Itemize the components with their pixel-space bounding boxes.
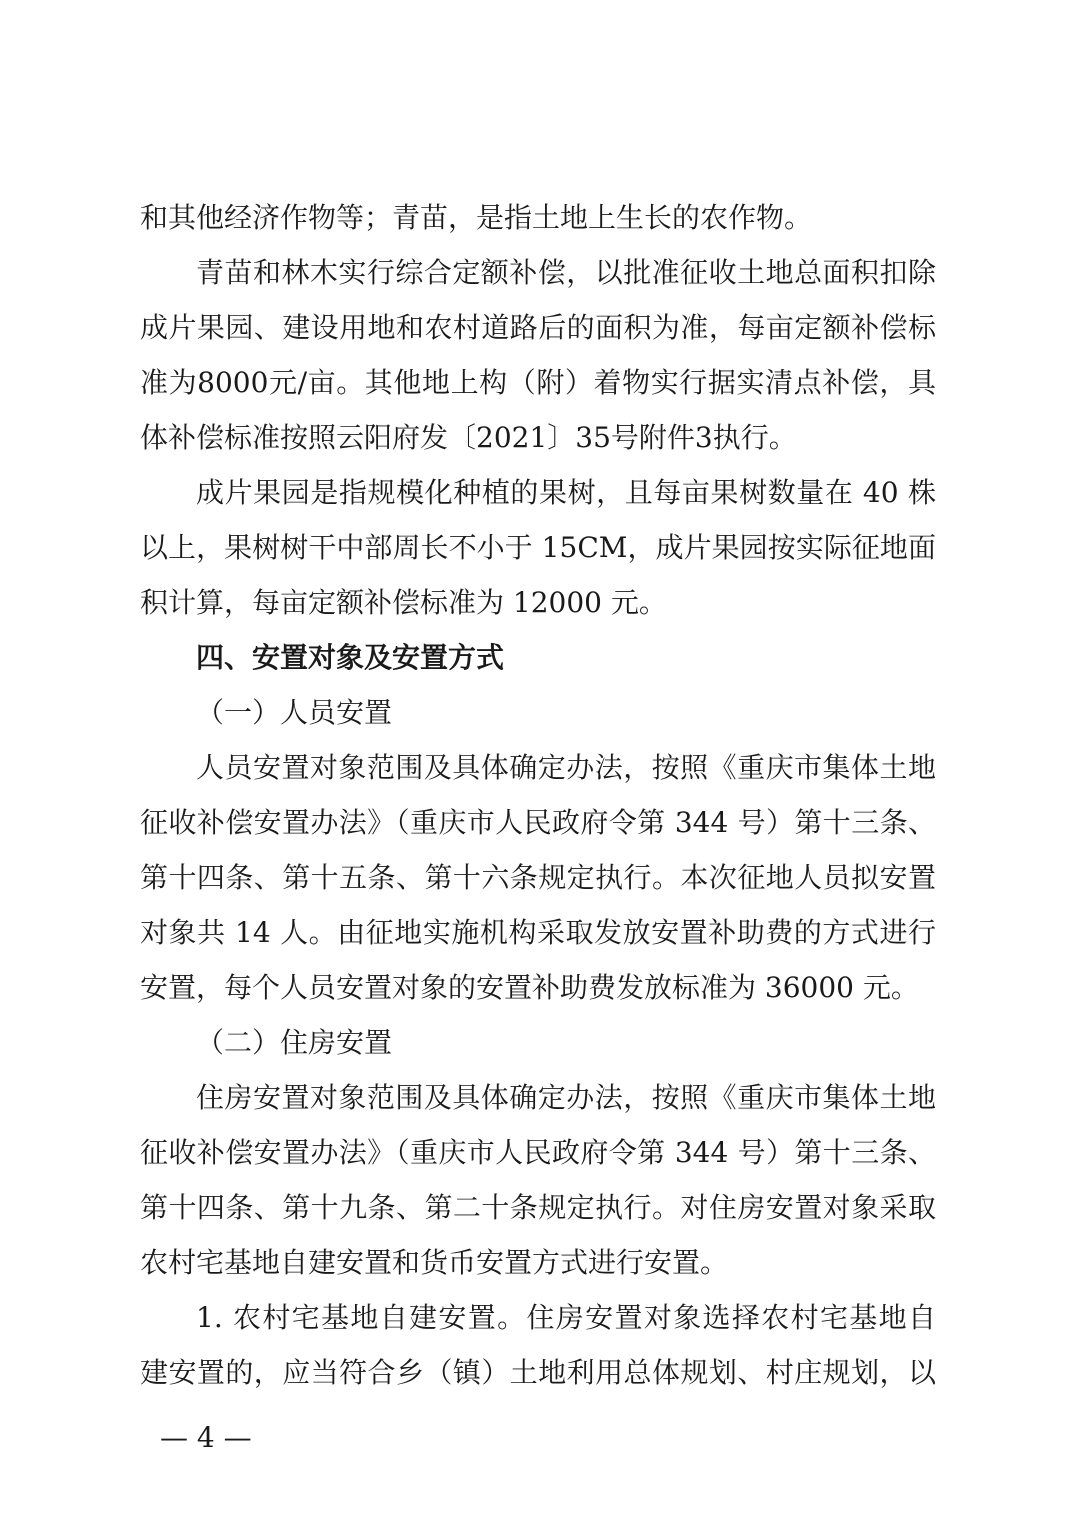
paragraph-5-line-2: 建安置的，应当符合乡（镇）土地利用总体规划、村庄规划，以 xyxy=(140,1356,936,1389)
paragraph-2-line-3: 积计算，每亩定额补偿标准为 12000 元。 xyxy=(140,586,667,619)
subsection-heading-personnel: （一）人员安置 xyxy=(196,696,393,729)
paragraph-1-line-4: 体补偿标准按照云阳府发〔2021〕35号附件3执行。 xyxy=(140,421,797,454)
subsection-heading-housing: （二）住房安置 xyxy=(196,1026,393,1059)
paragraph-2-line-2: 以上，果树树干中部周长不小于 15CM，成片果园按实际征地面 xyxy=(140,531,936,564)
page-number: — 4 — xyxy=(160,1421,252,1454)
paragraph-4-line-1: 住房安置对象范围及具体确定办法，按照《重庆市集体土地 xyxy=(196,1081,936,1114)
paragraph-1-line-1: 青苗和林木实行综合定额补偿，以批准征收土地总面积扣除 xyxy=(196,256,936,289)
text-line-1: 和其他经济作物等；青苗，是指土地上生长的农作物。 xyxy=(140,201,813,234)
paragraph-3-line-4: 对象共 14 人。由征地实施机构采取发放安置补助费的方式进行 xyxy=(140,916,936,949)
paragraph-4-line-3: 第十四条、第十九条、第二十条规定执行。对住房安置对象采取 xyxy=(140,1191,936,1224)
paragraph-1-line-3: 准为8000元/亩。其他地上构（附）着物实行据实清点补偿，具 xyxy=(140,366,936,399)
paragraph-1-line-2: 成片果园、建设用地和农村道路后的面积为准，每亩定额补偿标 xyxy=(140,311,936,344)
paragraph-4-line-2: 征收补偿安置办法》（重庆市人民政府令第 344 号）第十三条、 xyxy=(140,1136,936,1169)
paragraph-5-line-1: 1. 农村宅基地自建安置。住房安置对象选择农村宅基地自 xyxy=(196,1301,936,1334)
paragraph-3-line-3: 第十四条、第十五条、第十六条规定执行。本次征地人员拟安置 xyxy=(140,861,936,894)
paragraph-3-line-1: 人员安置对象范围及具体确定办法，按照《重庆市集体土地 xyxy=(196,751,936,784)
paragraph-3-line-5: 安置，每个人员安置对象的安置补助费发放标准为 36000 元。 xyxy=(140,971,919,1004)
paragraph-2-line-1: 成片果园是指规模化种植的果树，且每亩果树数量在 40 株 xyxy=(196,476,936,509)
section-heading: 四、安置对象及安置方式 xyxy=(196,641,505,674)
paragraph-4-line-4: 农村宅基地自建安置和货币安置方式进行安置。 xyxy=(140,1246,729,1279)
paragraph-3-line-2: 征收补偿安置办法》（重庆市人民政府令第 344 号）第十三条、 xyxy=(140,806,936,839)
